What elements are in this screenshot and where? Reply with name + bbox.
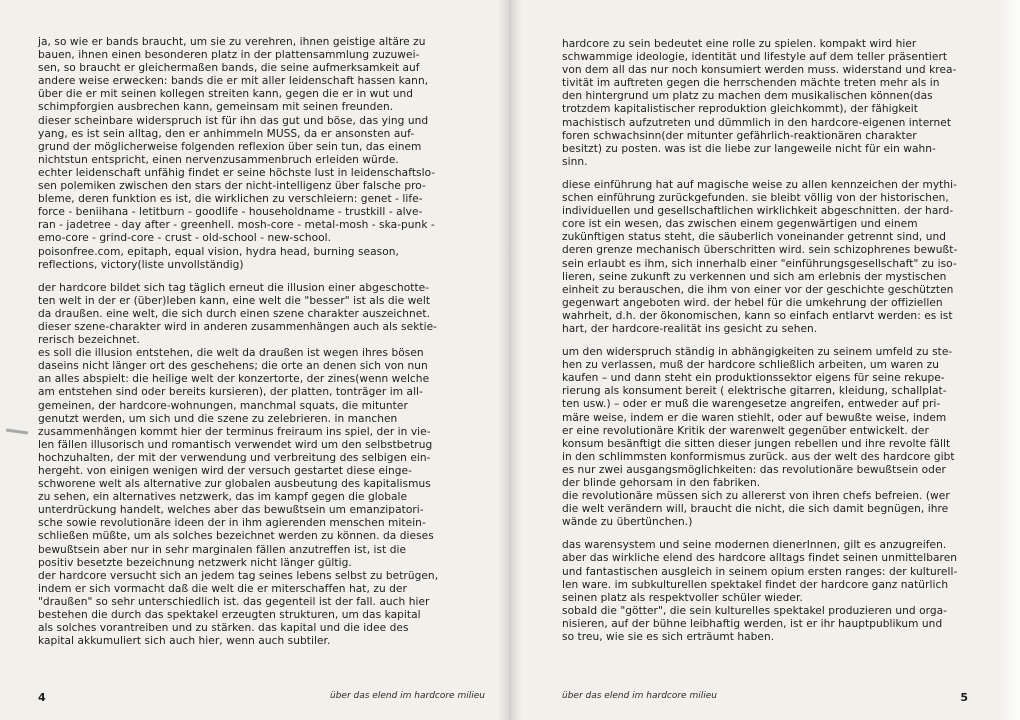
page-number-left: 4 bbox=[38, 691, 46, 704]
right-page bbox=[510, 0, 1020, 720]
running-footer-left: über das elend im hardcore milieu bbox=[330, 691, 485, 701]
running-footer-right: über das elend im hardcore milieu bbox=[562, 691, 717, 701]
page-edge bbox=[998, 0, 1020, 720]
right-paragraph-4: das warensystem und seine modernen dienerInnen, gilt es anzugreifen. aber das wirkliche elend des hardcore alltags findet seinen unmittelbaren und fantastischen ausgleich in seinem opium ersten ranges: der kulturell- len ware. im subkulturellen spektakel findet der hardcore ganz natürlich seinen platz als respektvoller schüler wieder. sobald die "götter", die sein kulturelles spektakel produzieren und orga- nisieren, auf der bühne leibhaftig werden, ist er ihr hauptpublikum und so treu, wie sie es sich erträumt haben. bbox=[562, 539, 958, 644]
page-number-right: 5 bbox=[960, 691, 968, 704]
book-gutter bbox=[498, 0, 522, 720]
margin-mark bbox=[6, 428, 28, 434]
right-paragraph-1: hardcore zu sein bedeutet eine rolle zu spielen. kompakt wird hier schwammige ideologie, identität und lifestyle auf dem teller präsentiert von dem all das nur noch konsumiert werden muss. widerstand und krea- tivität im auftreten gegen die herrschenden mächte treten mehr als in den hintergrund um platz zu machen dem musikalischen können(das trotzdem kapitalistischer reproduktion gleichkommt), der fähigkeit machistisch aufzutreten und dümmlich in den hardcore-eigenen internet foren schwachsinn(der mitunter gefährlich-reaktionären charakter besitzt) zu posten. was ist die liebe zur langeweile nicht für ein wahn- sinn. bbox=[562, 38, 957, 168]
right-paragraph-3: um den widerspruch ständig in abhängigkeiten zu seinem umfeld zu ste- hen zu verlassen, muß der hardcore schließlich arbeiten, um waren zu kaufen – und dann steht ein produktionssektor eigens für seine rekupe- rierung als konsument bereit ( elektrische gitarren, kleidung, schallplat- ten usw.) – oder er muß die warengesetze angreifen, entweder auf pri- märe weise, indem er die waren stiehlt, oder auf bewußte weise, indem er eine revolutionäre Kritik der warenwelt gegenüber entwickelt. der konsum besänftigt die sitten dieser jungen rebellen und ihre revolte fällt in den schlimmsten konformismus zurück. aus der welt des hardcore gibt es nur zwei ausgangsmöglichkeiten: das revolutionäre bewußtsein oder der blinde gehorsam in den fabriken. die revolutionäre müssen sich zu allererst von ihren chefs befreien. (wer die welt verändern will, braucht die nicht, die sich damit begnügen, ihre wände zu übertünchen.) bbox=[562, 346, 955, 529]
left-paragraph-1: ja, so wie er bands braucht, um sie zu verehren, ihnen geistige altäre zu bauen, ihnen einen besonderen platz in der plattensammlung zuzuwei- sen, so braucht er gleichermaßen bands, die seine aufmerksamkeit auf andere weise erwecken: bands die er mit aller leidenschaft hassen kann, über die er mit seinen kollegen streiten kann, gegen die er in wut und schimpforgien ausbrechen kann, gemeinsam mit seinen freunden. dieser scheinbare widerspruch ist für ihn das gut und böse, das ying und yang, es ist sein alltag, den er anhimmeln MUSS, da er ansonsten auf- grund der möglicherweise folgenden reflexion über sein tun, das einem nichtstun entspricht, einen nervenzusammenbruch erleiden würde. echter leidenschaft unfähig findet er seine höchste lust in leidenschaftslo- sen polemiken zwischen den stars der nicht-intelligenz über falsche pro- bleme, deren funktion es ist, die wirklichen zu verschleiern: genet - life- force - beniihana - letitburn - goodlife - householdname - trustkill - alve- ran - jadetree - day after - greenhell. mosh-core - metal-mosh - ska-punk - emo-core - grind-core - crust - old-school - new-school. poisonfree.com, epitaph, equal vision, hydra head, burning season, reflections, victory(liste unvollständig) bbox=[38, 36, 436, 271]
left-paragraph-2: der hardcore bildet sich tag täglich erneut die illusion einer abgeschotte- ten welt in der er (über)leben kann, eine welt die "besser" ist als die welt da draußen. eine welt, die sich durch einen szene charakter auszeichnet. dieser szene-charakter wird in anderen zusammenhängen auch als sektie- rerisch bezeichnet. es soll die illusion entstehen, die welt da draußen ist wegen ihres bösen daseins nicht länger ort des geschehens; die orte an denen sich von nun an alles abspielt: die heilige welt der konzertorte, der zines(wenn welche am entstehen sind oder bereits kursieren), der platten, tonträger im all- gemeinen, der hardcore-wohnungen, manchmal squats, die mitunter genutzt werden, um sich und die szene zu zelebrieren. in manchen zusammenhängen kommt hier der terminus freiraum ins spiel, der in vie- len fällen illusorisch und romantisch verwendet wird um den selbstbetrug hochzuhalten, der mit der verwendung und verbreitung des selbigen ein- hergeht. von einigen wenigen wird der versuch gestartet diese einge- schworene welt als alternative zur globalen ausbeutung des kapitalismus zu sehen, ein alternatives netzwerk, das im kampf gegen die globale unterdrückung handelt, welches aber das bewußtsein um emanzipatori- sche sowie revolutionäre ideen der in ihm agierenden menschen mitein- schließen müßte, um als solches bezeichnet werden zu können. da dieses bewußtsein aber nur in sehr marginalen fällen anzutreffen ist, ist die positiv besetzte bezeichnung netzwerk nicht länger gültig. der hardcore versucht sich an jedem tag seines lebens selbst zu betrügen, indem er sich vormacht daß die welt die er miterschaffen hat, zu der "draußen" so sehr unterschiedlich ist. das gegenteil ist der fall. auch hier bestehen die durch das spektakel erzeugten strukturen, um das kapital als solches vorantreiben und zu stärken. das kapital und die idee des kapital akkumuliert sich auch hier, wenn auch subtiler. bbox=[38, 281, 439, 648]
right-paragraph-2: diese einführung hat auf magische weise zu allen kennzeichen der mythi- schen einführung zurückgefunden. sie bleibt völlig von der historischen, individuellen und gesellschaftlichen wirklichkeit abgeschnitten. der hard- core ist ein wesen, das zwischen einem gegenwärtigen und einem zukünftigen status steht, die säuberlich voneinander getrennt sind, und deren grenze mechanisch überschritten wird. sein schizophrenes bewußt- sein erlaubt es ihm, sich innerhalb einer "einführungsgesellschaft" zu iso- lieren, seine zukunft zu verkennen und sich am erlebnis der mystischen einheit zu berauschen, die ihm von einer vor der geschichte geschützten gegenwart angeboten wird. der hebel für die umkehrung der offiziellen wahrheit, d.h. der ökonomischen, kann so einfach entlarvt werden: es ist hart, der hardcore-realität ins gesicht zu sehen. bbox=[562, 178, 958, 335]
